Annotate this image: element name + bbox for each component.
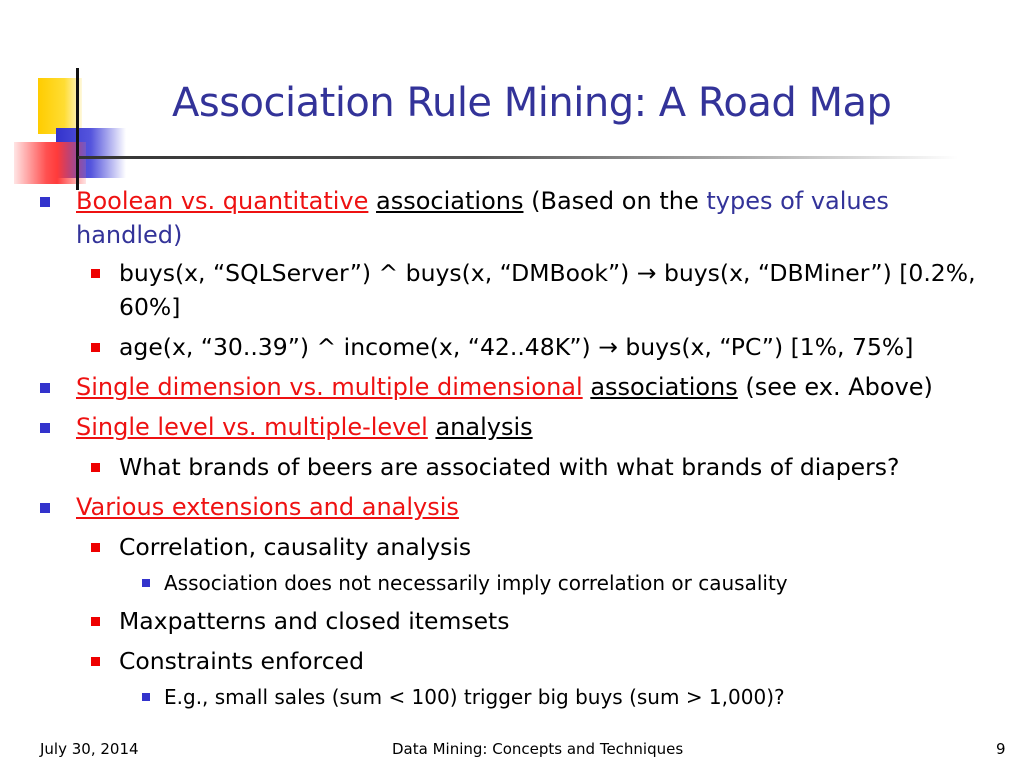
sub-bullet-rule-example-1 xyxy=(36,256,996,324)
underlined-term: associations xyxy=(376,187,524,215)
footer-date: July 30, 2014 xyxy=(40,740,139,758)
emphasis-text: Single level vs. multiple-level xyxy=(76,413,428,441)
underlined-term: associations xyxy=(590,373,738,401)
emphasis-text: Boolean vs. quantitative xyxy=(76,187,369,215)
blue-text: types of values handled) xyxy=(76,187,889,249)
square-bullet-icon xyxy=(91,343,100,352)
sub-bullet-text: Constraints enforced xyxy=(119,647,364,675)
sub-bullet-rule-example-2 xyxy=(36,330,996,364)
sub-bullet-text: age(x, “30..39”) ^ income(x, “42..48K”) → buys(x, “PC”) [1%, 75%] xyxy=(119,333,914,361)
sub-bullet-text: Maxpatterns and closed itemsets xyxy=(119,607,510,635)
plain-text: (Based on the xyxy=(531,187,699,215)
sub-sub-bullet-text: Association does not necessarily imply correlation or causality xyxy=(164,571,788,595)
square-bullet-icon xyxy=(40,197,50,207)
sub-bullet-maxpatterns xyxy=(36,604,996,638)
square-bullet-icon xyxy=(91,269,100,278)
footer-course-title: Data Mining: Concepts and Techniques xyxy=(392,740,684,758)
bullet-various-extensions xyxy=(36,490,996,524)
slide-body xyxy=(36,184,996,712)
logo-vertical-line xyxy=(76,68,79,190)
square-bullet-icon xyxy=(91,657,100,666)
sub-bullet-text: buys(x, “SQLServer”) ^ buys(x, “DMBook”) → buys(x, “DBMiner”) [0.2%, 60%] xyxy=(119,259,976,321)
square-bullet-icon xyxy=(40,423,50,433)
bullet-single-vs-multiple-level xyxy=(36,410,996,444)
template-logo-graphic xyxy=(0,0,140,200)
sub-bullet-constraints xyxy=(36,644,996,678)
emphasis-text: Single dimension vs. multiple dimensional xyxy=(76,373,583,401)
underlined-term: analysis xyxy=(435,413,533,441)
sub-bullet-text: What brands of beers are associated with what brands of diapers? xyxy=(119,453,900,481)
sub-bullet-text: Correlation, causality analysis xyxy=(119,533,472,561)
square-bullet-icon xyxy=(142,579,150,587)
plain-text: (see ex. Above) xyxy=(745,373,933,401)
square-bullet-icon xyxy=(91,463,100,472)
slide-title: Association Rule Mining: A Road Map xyxy=(172,80,892,126)
sub-sub-bullet-text: E.g., small sales (sum < 100) trigger big buys (sum > 1,000)? xyxy=(164,685,785,709)
title-underline-rule xyxy=(78,156,958,159)
square-bullet-icon xyxy=(40,503,50,513)
square-bullet-icon xyxy=(40,383,50,393)
sub-sub-bullet-association-note xyxy=(36,568,996,598)
sub-bullet-correlation-causality xyxy=(36,530,996,564)
emphasis-text: Various extensions and analysis xyxy=(76,493,459,521)
square-bullet-icon xyxy=(91,543,100,552)
footer-page-number: 9 xyxy=(996,740,1006,758)
square-bullet-icon xyxy=(91,617,100,626)
bullet-single-vs-multiple-dimensional xyxy=(36,370,996,404)
bullet-boolean-vs-quantitative xyxy=(36,184,996,252)
square-bullet-icon xyxy=(142,693,150,701)
sub-sub-bullet-small-sales-example xyxy=(36,682,996,712)
sub-bullet-beers-diapers xyxy=(36,450,996,484)
